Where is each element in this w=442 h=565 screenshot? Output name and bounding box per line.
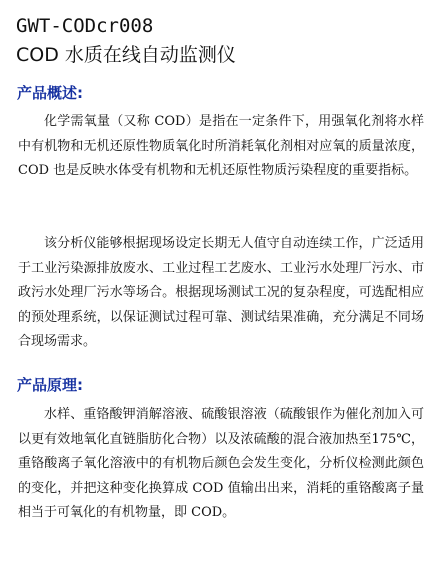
- product-model: GWT-CODcr008: [16, 15, 154, 37]
- section-heading-principle: 产品原理:: [17, 376, 83, 394]
- overview-paragraph-1: 化学需氧量（又称 COD）是指在一定条件下，用强氧化剂将水样中有机物和无机还原性物质氧化时所消耗氧化剂相对应氧的质量浓度，COD 也是反映水体受有机物和无机还原性物质污染程度的重要指标。: [18, 114, 424, 178]
- section-heading-overview: 产品概述:: [17, 84, 83, 102]
- overview-paragraph-2: 该分析仪能够根据现场设定长期无人值守自动连续工作，广泛适用于工业污染源排放废水、工业过程工艺废水、工业污水处理厂污水、市政污水处理厂污水等场合。根据现场测试工况的复杂程度，可选配相应的预处理系统，以保证测试过程可靠、测试结果准确，充分满足不同场合现场需求。: [18, 236, 424, 349]
- product-title: COD 水质在线自动监测仪: [16, 44, 236, 66]
- principle-paragraph: 水样、重铬酸钾消解溶液、硫酸银溶液（硫酸银作为催化剂加入可以更有效地氧化直链脂肪化合物）以及浓硫酸的混合液加热至175℃，重铬酸离子氧化溶液中的有机物后颜色会发生变化，分析仪检测此颜色的变化，并把这种变化换算成 COD 值输出出来，消耗的重铬酸离子量相当于可氧化的有机物量，即 COD。: [18, 407, 424, 520]
